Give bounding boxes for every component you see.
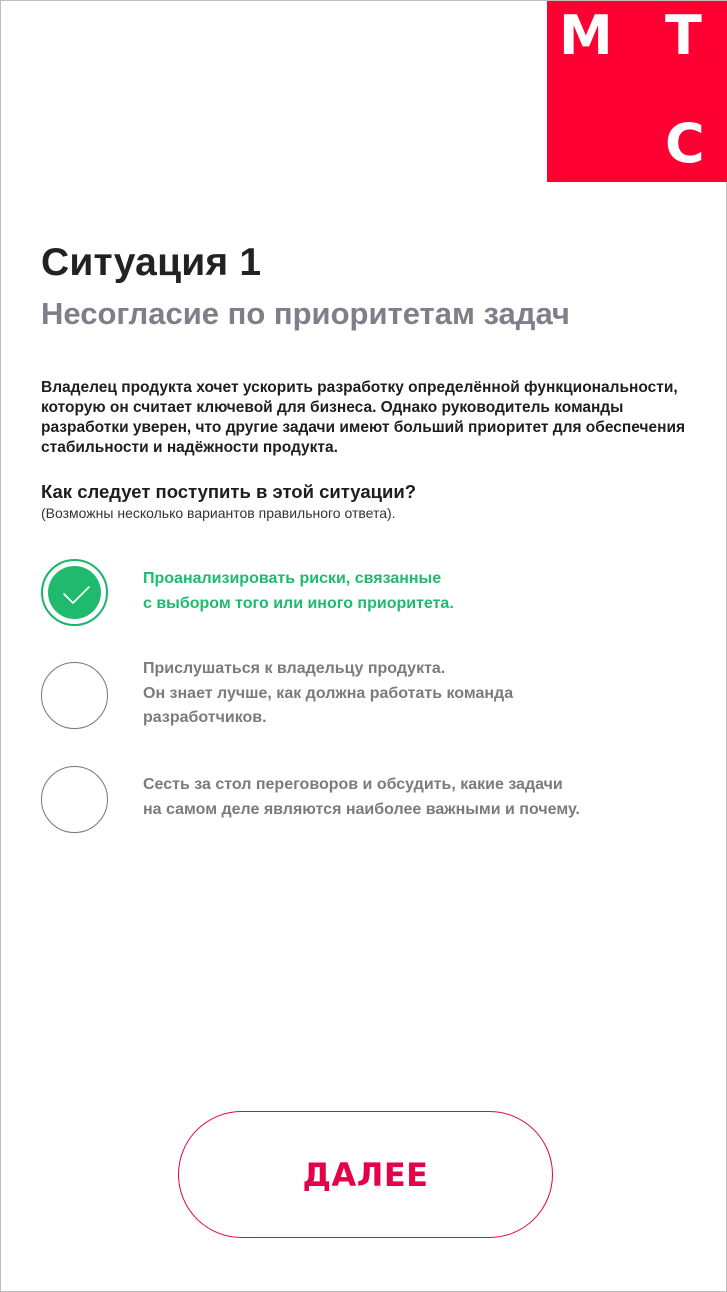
question-hint: (Возможны несколько вариантов правильного ответа). [41,505,396,521]
situation-subtitle: Несогласие по приоритетам задач [41,296,570,331]
checkmark-icon [43,561,110,628]
radio-checked[interactable] [41,559,108,626]
answer-option-label: Прислушаться к владельцу продукта. Он знает лучше, как должна работать команда разработчиков. [143,660,514,726]
logo-letter-m: М [559,4,613,67]
answer-option-label: Проанализировать риски, связанные с выбором того или иного приоритета. [143,570,454,612]
mts-logo [547,1,727,182]
answer-option-label: Сесть за стол переговоров и обсудить, какие задачи на самом деле являются наиболее важными и почему. [143,776,580,818]
question-text: Как следует поступить в этой ситуации? [41,481,417,502]
radio-unchecked[interactable] [41,662,108,729]
situation-description: Владелец продукта хочет ускорить разработку определённой функциональности, которую он считает ключевой для бизнеса. Однако руководитель команды разработки уверен, что другие задачи имеют больший приоритет для обеспечения стабильности и надёжности продукта. [41,379,686,456]
next-button[interactable]: ДАЛЕЕ [178,1111,553,1238]
logo-letter-s: С [665,112,705,175]
radio-unchecked[interactable] [41,766,108,833]
logo-letter-t: Т [665,4,702,67]
page-title: Ситуация 1 [41,241,262,284]
